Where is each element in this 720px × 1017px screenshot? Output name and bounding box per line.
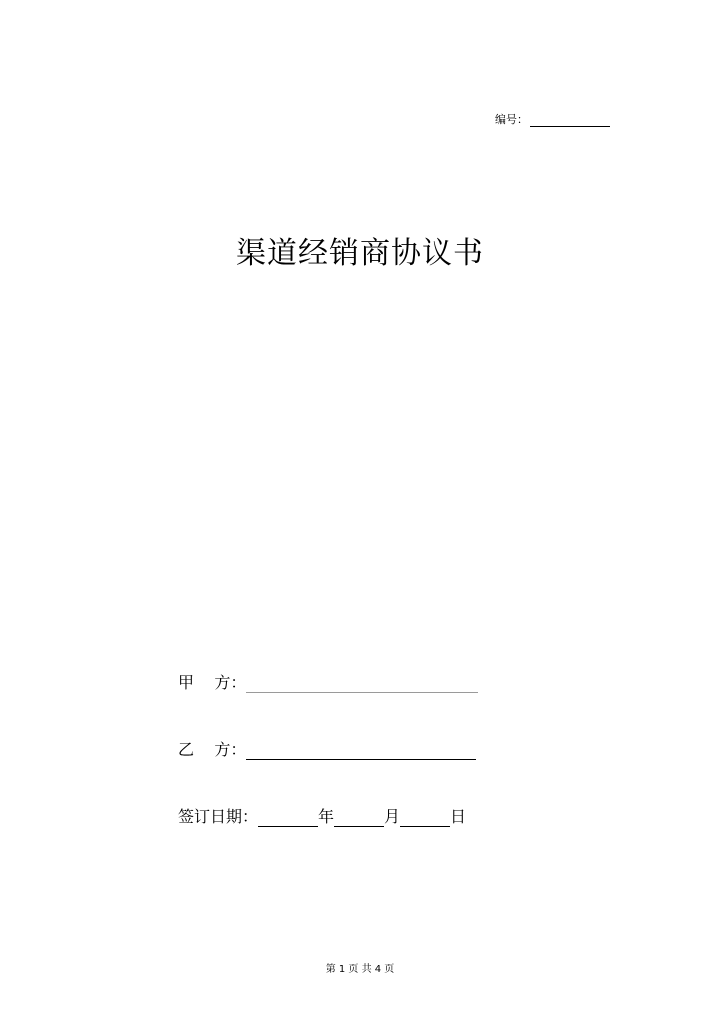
party-a-label: 甲 方： xyxy=(178,673,247,692)
day-label: 日 xyxy=(450,807,467,826)
year-label: 年 xyxy=(318,807,335,826)
document-title: 渠道经销商协议书 xyxy=(236,236,484,271)
party-a-blank[interactable] xyxy=(246,674,478,693)
day-blank[interactable] xyxy=(400,808,450,827)
sign-date-label: 签订日期： xyxy=(178,807,259,826)
document-number xyxy=(495,111,610,127)
party-a-field xyxy=(178,670,478,693)
party-b-label: 乙 方： xyxy=(178,740,247,759)
year-blank[interactable] xyxy=(258,808,318,827)
month-blank[interactable] xyxy=(334,808,384,827)
document-number-label: 编号： xyxy=(495,113,528,126)
party-b-field xyxy=(178,737,476,760)
page-footer: 第 1 页 共 4 页 xyxy=(325,964,395,975)
document-number-blank[interactable] xyxy=(530,114,610,127)
month-label: 月 xyxy=(384,807,401,826)
party-b-blank[interactable] xyxy=(246,741,476,760)
sign-date-field xyxy=(178,804,466,827)
